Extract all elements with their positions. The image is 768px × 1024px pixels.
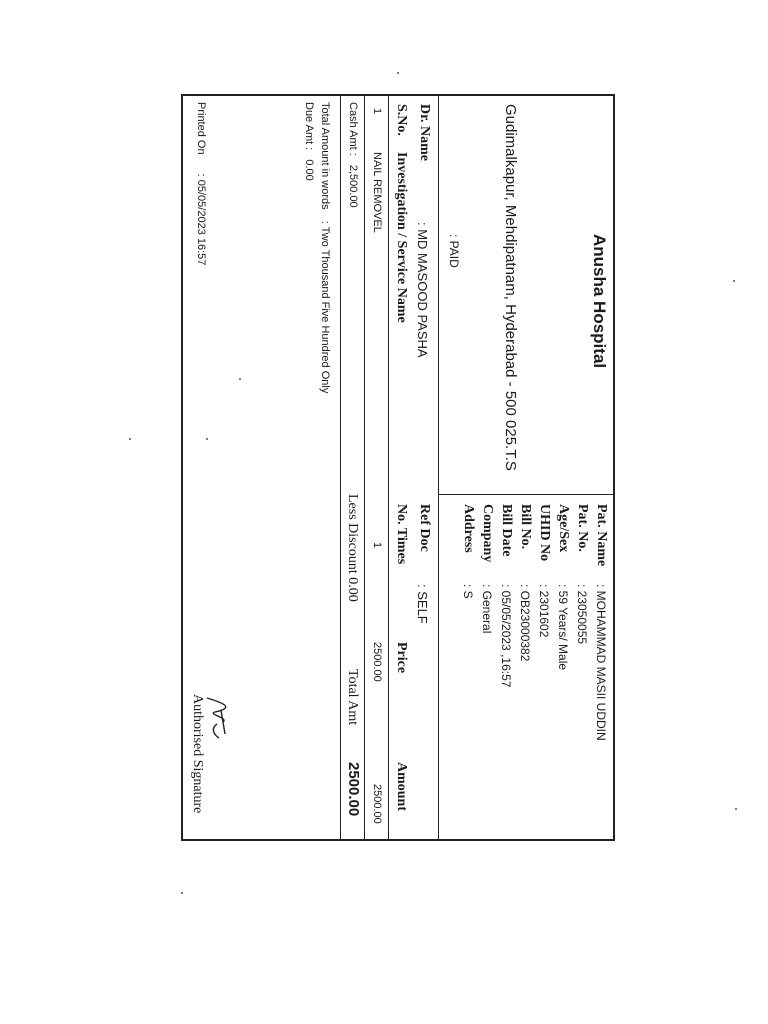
row-amount: 2500.00 bbox=[371, 784, 383, 824]
printed-on-value: : 05/05/2023 16:57 bbox=[195, 173, 207, 266]
printed-on-label: Printed On bbox=[195, 102, 207, 155]
authorised-signature: Authorised Signature bbox=[190, 694, 205, 814]
bill-document: Anusha Hospital Gudimalkapur, Mehdipatnam, Hyderabad - 500 025.T.S : PAID Pat. Name : MOHAMMAD MASII UDDIN Pat. No. : 23050055 Age/Sex : 59 Years/ Male UHID No : 2301602 Bill No. : OB23000382 Bill Date : 05/05/2023 ,16:57 Company : General Address : S Dr. Name : MD MASOOD PASHA Ref Doc : SELF S.No. Investigation / Service Name No. Times Price Amount 1 NAIL REMOVEL 1 2500.00 2500.00 Cash Amt : 2,500.00 Less Discount 0.00 Total Amt 2500.00 Total Amount in words : Two Thousand Five Hundred Only Due Amt : 0.00 Printed On : 05/05/2023 16:57 Authorised Signature bbox=[181, 94, 615, 841]
pat-name-label: Pat. Name bbox=[594, 504, 609, 567]
age-sex-label: Age/Sex bbox=[556, 504, 571, 553]
bill-no-value: OB23000382 bbox=[518, 590, 532, 662]
separator-header bbox=[438, 94, 439, 841]
header-divider bbox=[439, 494, 615, 495]
uhid-value: 2301602 bbox=[537, 590, 551, 638]
amount-words-label: Total Amount in words bbox=[319, 102, 331, 210]
payment-status: : PAID bbox=[447, 234, 461, 268]
company-value: General bbox=[480, 590, 494, 634]
bill-no-label: Bill No. bbox=[518, 504, 533, 550]
row-service: NAIL REMOVEL bbox=[371, 152, 383, 233]
bill-date-label: Bill Date bbox=[499, 504, 514, 557]
col-service: Investigation / Service Name bbox=[394, 152, 409, 323]
hospital-address: Gudimalkapur, Mehdipatnam, Hyderabad - 500 025.T.S bbox=[502, 104, 519, 471]
separator-table-header bbox=[388, 94, 389, 841]
dr-name-value: : MD MASOOD PASHA bbox=[415, 222, 430, 358]
pat-name-value: MOHAMMAD MASII UDDIN bbox=[594, 590, 608, 741]
uhid-label: UHID No bbox=[537, 504, 552, 562]
ref-doc-value: SELF bbox=[415, 591, 430, 624]
signature-scribble bbox=[201, 694, 237, 744]
cash-amt-value: 2,500.00 bbox=[347, 164, 359, 208]
age-sex-value: 59 Years/ Male bbox=[556, 590, 570, 671]
separator-table-body bbox=[364, 94, 365, 841]
pat-no-label: Pat. No. bbox=[575, 504, 590, 552]
cash-amt-label: Cash Amt : bbox=[347, 102, 359, 156]
total-amt-value: 2500.00 bbox=[345, 762, 362, 817]
company-label: Company bbox=[480, 504, 495, 563]
address-label: Address bbox=[461, 504, 476, 553]
due-amt-value: 0.00 bbox=[303, 159, 315, 181]
col-price: Price bbox=[394, 642, 409, 674]
col-amount: Amount bbox=[394, 762, 409, 812]
amount-words-value: : Two Thousand Five Hundred Only bbox=[319, 220, 331, 394]
row-price: 2500.00 bbox=[371, 642, 383, 682]
col-sno: S.No. bbox=[394, 104, 409, 136]
hospital-name: Anusha Hospital bbox=[590, 234, 609, 369]
address-value: S bbox=[461, 590, 475, 599]
row-sno: 1 bbox=[371, 108, 383, 115]
due-amt-label: Due Amt : bbox=[303, 102, 315, 151]
bill-date-value: 05/05/2023 ,16:57 bbox=[499, 590, 513, 688]
dr-name-label: Dr. Name bbox=[417, 104, 432, 162]
total-amt-label: Total Amt bbox=[345, 669, 360, 726]
separator-totals bbox=[340, 94, 341, 841]
row-times: 1 bbox=[371, 542, 383, 549]
discount-text: Less Discount 0.00 bbox=[345, 494, 360, 602]
pat-no-value: 23050055 bbox=[575, 590, 589, 645]
col-times: No. Times bbox=[394, 504, 409, 565]
ref-doc-label: Ref Doc bbox=[417, 504, 432, 552]
